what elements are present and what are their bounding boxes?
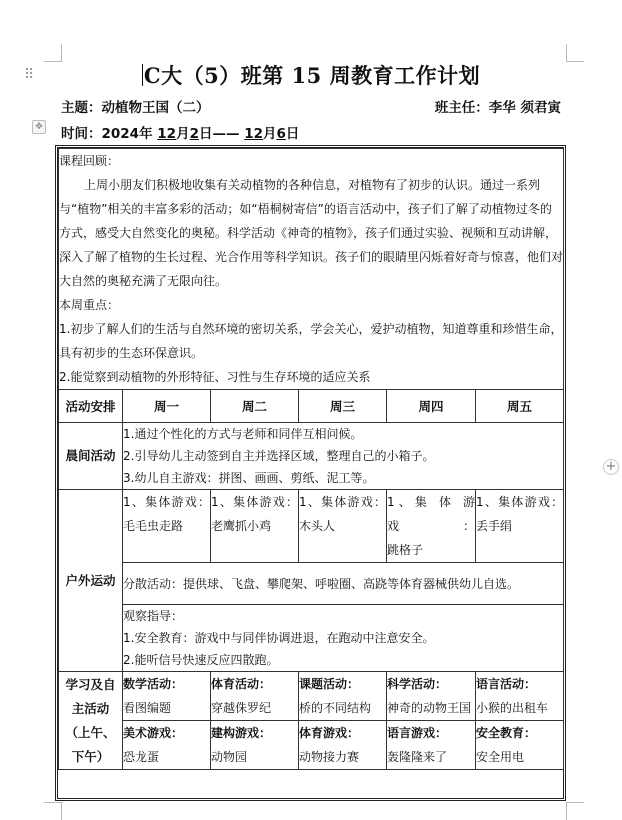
- date-year: 2024年: [101, 126, 153, 142]
- study-morning-row: [59, 672, 564, 721]
- focus-item-2: 2.能觉察到动植物的外形特征、习性与生存环境的适应关系: [59, 370, 371, 384]
- morning-item-3: 3.幼儿自主游戏：拼图、画画、剪纸、泥工等。: [123, 471, 375, 485]
- header-tuesday[interactable]: 周二: [211, 390, 299, 423]
- outdoor-game-tuesday[interactable]: 1、集体游戏： 老鹰抓小鸡: [211, 490, 299, 563]
- theme-value: 动植物王国（二）: [101, 100, 210, 116]
- study-am-tuesday[interactable]: 体育活动： 穿越侏罗纪: [211, 672, 299, 721]
- outdoor-game-thursday[interactable]: 1、集 体 游 戏： 跳格子: [387, 490, 476, 563]
- text-cursor: [142, 64, 143, 86]
- focus-label: 本周重点：: [59, 298, 120, 312]
- study-am-thursday[interactable]: 科学活动： 神奇的动物王国: [387, 672, 476, 721]
- date-row[interactable]: 时间：2024年 12月2日—— 12月6日: [61, 126, 300, 142]
- study-label[interactable]: 学习及自 主活动 （上午、 下午）: [59, 672, 123, 770]
- schedule-label[interactable]: 活动安排: [59, 390, 123, 423]
- add-column-icon[interactable]: +: [603, 459, 619, 475]
- date-start-month: 12: [157, 126, 177, 142]
- header-wednesday[interactable]: 周三: [299, 390, 387, 423]
- margin-corner-bottom-right: [566, 802, 584, 820]
- study-am-monday[interactable]: 数学活动： 看图编题: [123, 672, 211, 721]
- teachers-label: 班主任：: [434, 100, 489, 116]
- review-cell[interactable]: [59, 149, 564, 390]
- study-pm-thursday[interactable]: 语言游戏： 轰隆隆来了: [387, 721, 476, 770]
- drag-handle-icon[interactable]: ⠿: [24, 67, 34, 83]
- observation-cell[interactable]: [123, 605, 564, 672]
- theme-label: 主题：: [61, 100, 102, 116]
- outdoor-scatter-row: [59, 563, 564, 605]
- document-title[interactable]: C大（5）班第 15 周教育工作计划: [143, 63, 481, 88]
- header-friday[interactable]: 周五: [476, 390, 564, 423]
- theme-row[interactable]: [61, 96, 561, 116]
- margin-corner-bottom-left: [44, 802, 62, 820]
- date-end-day: 6: [276, 126, 286, 142]
- morning-item-2: 2.引导幼儿主动签到自主并选择区域，整理自己的小箱子。: [123, 449, 435, 463]
- review-paragraph: 上周小朋友们积极地收集有关动植物的各种信息，对植物有了初步的认识。通过一系列与“植物”相关的丰富多彩的活动；如“梧桐树寄信”的语言活动中，孩子们了解了动植物过冬的方式，感受大自然变化的奥秘。科学活动《神奇的植物》，孩子们通过实验、视频和互动讲解，深入了解了植物的生长过程、光合作用等科学知识。孩子们的眼睛里闪烁着好奇与惊喜，他们对大自然的奥秘充满了无限向往。: [59, 178, 564, 288]
- plan-table: [58, 148, 564, 770]
- study-am-friday[interactable]: 语言活动： 小猴的出租车: [476, 672, 564, 721]
- morning-row: [59, 423, 564, 490]
- morning-label[interactable]: 晨间活动: [59, 423, 123, 490]
- date-start-day: 2: [189, 126, 199, 142]
- study-pm-friday[interactable]: 安全教育： 安全用电: [476, 721, 564, 770]
- morning-cell[interactable]: [123, 423, 564, 490]
- outdoor-game-monday[interactable]: 1、集体游戏： 毛毛虫走路: [123, 490, 211, 563]
- schedule-header-row: [59, 390, 564, 423]
- header-monday[interactable]: 周一: [123, 390, 211, 423]
- teachers-value: 李华 须君寅: [488, 100, 561, 116]
- scattered-activity[interactable]: 分散活动：提供球、飞盘、攀爬架、呼啦圈、高跷等体育器械供幼儿自选。: [123, 563, 564, 605]
- outdoor-observe-row: [59, 605, 564, 672]
- focus-item-1: 1.初步了解人们的生活与自然环境的密切关系，学会关心，爱护动植物，知道尊重和珍惜生命，具有初步的生态环保意识。: [59, 322, 563, 360]
- outdoor-game-wednesday[interactable]: 1、集体游戏： 木头人: [299, 490, 387, 563]
- date-label: 时间：: [61, 126, 102, 142]
- outdoor-label[interactable]: 户外运动: [59, 490, 123, 672]
- table-move-icon[interactable]: ✥: [32, 120, 46, 134]
- study-pm-wednesday[interactable]: 体育游戏： 动物接力赛: [299, 721, 387, 770]
- observation-label: 观察指导：: [123, 609, 184, 623]
- study-pm-monday[interactable]: 美术游戏： 恐龙蛋: [123, 721, 211, 770]
- morning-item-1: 1.通过个性化的方式与老师和同伴互相问候。: [123, 427, 363, 441]
- study-am-wednesday[interactable]: 课题活动： 桥的不同结构: [299, 672, 387, 721]
- header-thursday[interactable]: 周四: [387, 390, 476, 423]
- observation-item-1: 1.安全教育：游戏中与同伴协调进退，在跑动中注意安全。: [123, 631, 435, 645]
- review-label: 课程回顾：: [59, 154, 120, 168]
- study-pm-tuesday[interactable]: 建构游戏： 动物园: [211, 721, 299, 770]
- date-separator: ——: [212, 126, 240, 142]
- teachers: [435, 96, 561, 116]
- study-afternoon-row: [59, 721, 564, 770]
- outdoor-game-friday[interactable]: 1、集体游戏： 丢手绢: [476, 490, 564, 563]
- outdoor-games-row: [59, 490, 564, 563]
- observation-item-2: 2.能听信号快速反应四散跑。: [123, 653, 279, 667]
- date-end-month: 12: [244, 126, 263, 142]
